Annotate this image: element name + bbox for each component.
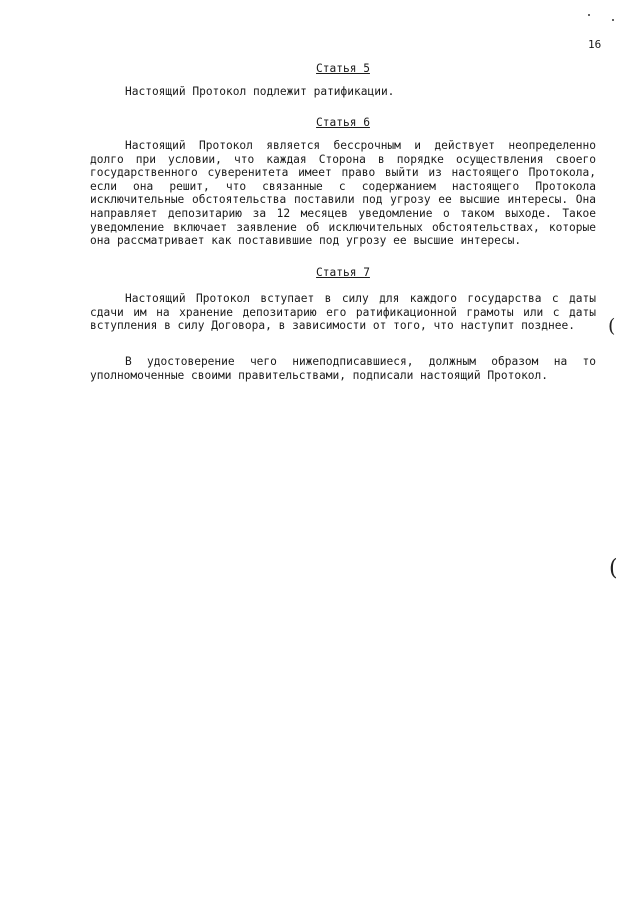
scan-speck <box>588 14 590 16</box>
article-5-text: Настоящий Протокол подлежит ратификации. <box>125 85 395 98</box>
article-6-heading: Статья 6 <box>316 116 370 129</box>
scan-speck <box>612 19 614 21</box>
article-7-heading: Статья 7 <box>316 266 370 279</box>
article-5-heading: Статья 5 <box>316 62 370 75</box>
page-number: 16 <box>588 38 602 51</box>
closing-paragraph: В удостоверение чего нижеподписавшиеся, должным образом на то уполномоченные своими правительствами, подписали настоящий Протокол. <box>90 355 596 382</box>
margin-mark: ( <box>609 556 618 581</box>
article-7-text: Настоящий Протокол вступает в силу для каждого государства с даты сдачи им на хранение депозитарию его ратификационной грамоты или с даты вступления в силу Договора, в зависимости от того, что наступит позднее. <box>90 292 596 333</box>
article-6-text: Настоящий Протокол является бессрочным и действует неопределенно долго при условии, что каждая Сторона в порядке осуществления своего государственного суверенитета имеет право выйти из настоящего Протокола, если она решит, что связанные с содержанием настоящего Протокола исключительные обстоятельства поставили под угрозу ее высшие интересы. Она направляет депозитарию за 12 месяцев уведомление о таком выходе. Такое уведомление включает заявление об исключительных обстоятельствах, которые она рассматривает как поставившие под угрозу ее высшие интересы. <box>90 139 596 248</box>
margin-mark: ( <box>608 315 616 337</box>
